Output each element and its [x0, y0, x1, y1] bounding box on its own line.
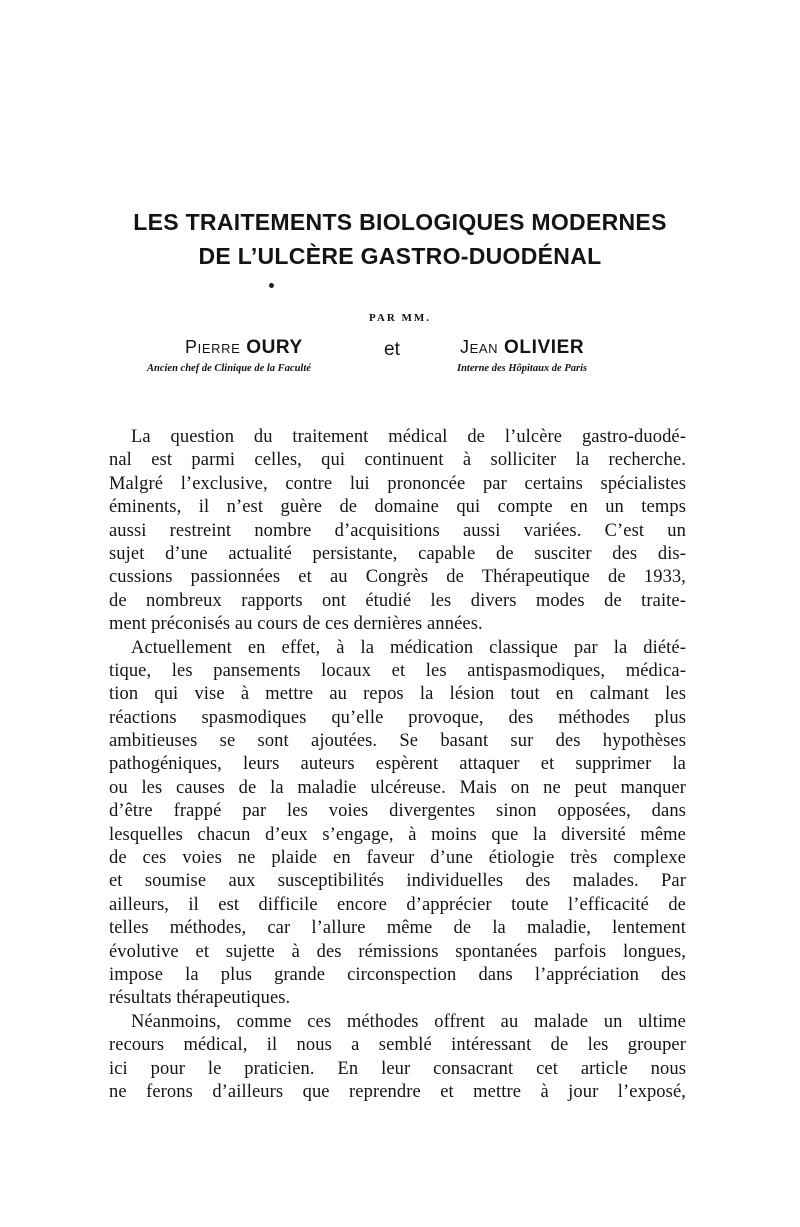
body-line: cussions passionnées et au Congrès de Thérapeutique de 1933,	[109, 567, 686, 588]
author-connector: et	[384, 339, 400, 360]
body-line: lesquelles chacun d’eux s’engage, à moins que la diversité même	[109, 824, 686, 845]
body-line: Actuellement en effet, à la médication classique par la diété-	[131, 637, 686, 658]
body-line: La question du traitement médical de l’ulcère gastro-duodé-	[131, 427, 686, 447]
body-line: ailleurs, il est difficile encore d’apprécier toute l’efficacité de	[109, 894, 686, 915]
body-line: évolutive et sujette à des rémissions spontanées parfois longues,	[109, 941, 686, 962]
body-line: sujet d’une actualité persistante, capable de susciter des dis-	[109, 543, 686, 564]
author-2-affiliation: Interne des Hôpitaux de Paris	[457, 363, 588, 374]
body-line: d’être frappé par les voies divergentes sinon opposées, dans	[109, 801, 686, 822]
body-line: recours médical, il nous a semblé intéressant de les grouper	[109, 1035, 686, 1056]
body-line: réactions spasmodiques qu’elle provoque, des méthodes plus	[109, 707, 686, 728]
body-line: et soumise aux susceptibilités individuelles des malades. Par	[109, 871, 686, 892]
bullet-ornament	[269, 283, 274, 288]
author-2-first-name: Jean	[460, 337, 499, 357]
author-1-first-name: Pierre	[185, 337, 241, 357]
body-line: Néanmoins, comme ces méthodes offrent au malade un ultime	[131, 1011, 686, 1032]
body-text	[109, 426, 686, 1104]
author-1-last-name: OURY	[246, 337, 303, 358]
author-1-affiliation: Ancien chef de Clinique de la Faculté	[147, 363, 311, 374]
body-line: telles méthodes, car l’allure même de la maladie, lentement	[109, 918, 686, 939]
article-title-line-1: LES TRAITEMENTS BIOLOGIQUES MODERNES	[133, 209, 667, 235]
body-line: nal est parmi celles, qui continuent à solliciter la recherche.	[109, 450, 686, 471]
body-line: ment préconisés au cours de ces dernières années.	[109, 614, 483, 635]
author-2-name	[460, 337, 584, 359]
body-line: ne ferons d’ailleurs que reprendre et mettre à jour l’exposé,	[109, 1081, 686, 1102]
body-line: tique, les pansements locaux et les antispasmodiques, médica-	[109, 660, 686, 681]
author-1-name	[185, 337, 303, 359]
body-line: éminents, il n’est guère de domaine qui compte en un temps	[109, 497, 686, 518]
body-line: aussi restreint nombre d’acquisitions aussi variées. C’est un	[109, 520, 686, 541]
article-title-line-2: DE L’ULCÈRE GASTRO-DUODÉNAL	[198, 243, 602, 269]
body-line: de ces voies ne plaide en faveur d’une étiologie très complexe	[109, 848, 686, 869]
body-line: ou les causes de la maladie ulcéreuse. Mais on ne peut manquer	[109, 777, 686, 798]
author-2-last-name: OLIVIER	[504, 337, 585, 358]
body-line: ici pour le praticien. En leur consacrant cet article nous	[109, 1058, 686, 1079]
body-line: pathogéniques, leurs auteurs espèrent attaquer et supprimer la	[109, 754, 686, 775]
body-line: résultats thérapeutiques.	[109, 988, 291, 1009]
body-line: impose la plus grande circonspection dans l’appréciation des	[109, 964, 686, 985]
par-label: PAR MM.	[368, 312, 432, 324]
body-line: ambitieuses se sont ajoutées. Se basant sur des hypothèses	[109, 731, 686, 752]
body-line: de nombreux rapports ont étudié les divers modes de traite-	[109, 590, 686, 611]
body-line: Malgré l’exclusive, contre lui prononcée par certains spécialistes	[109, 473, 686, 494]
body-line: tion qui vise à mettre au repos la lésion tout en calmant les	[109, 684, 686, 705]
